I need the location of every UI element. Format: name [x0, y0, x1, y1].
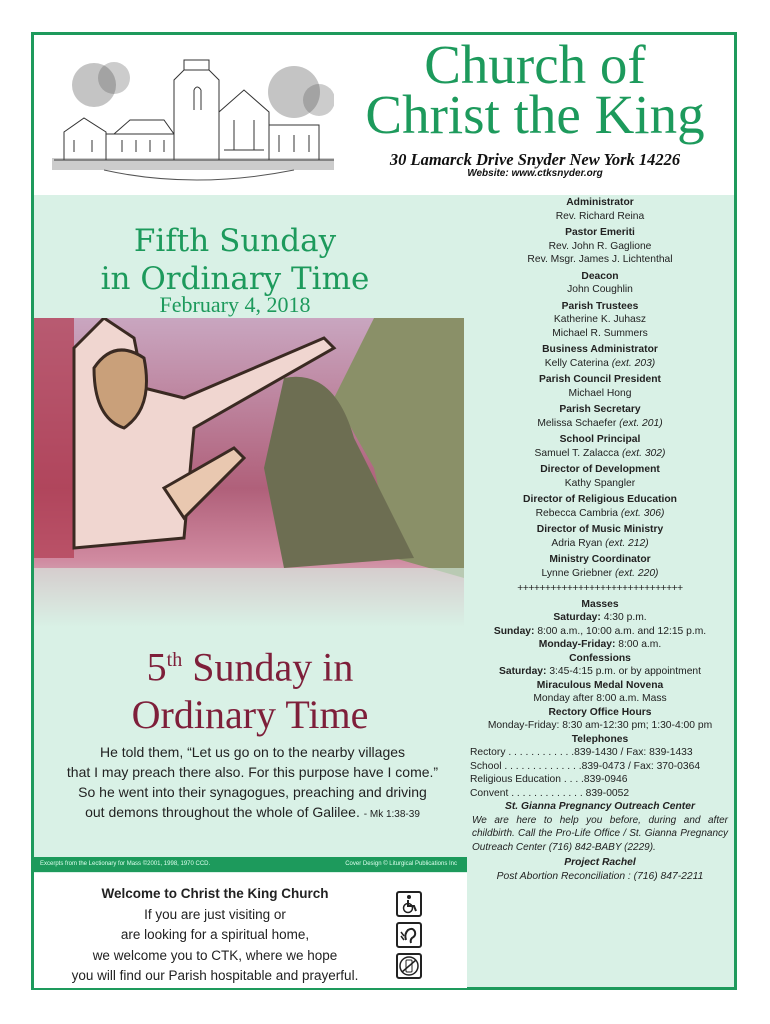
phone-rectory: Rectory . . . . . . . . . . . .839-1430 / Fax: 839-1433: [470, 747, 693, 758]
staff-name: Kelly Caterina (ext. 203): [544, 357, 656, 369]
staff-entry: [468, 300, 732, 341]
jesus-preaching-illustration: [34, 318, 464, 628]
staff-name: Michael Hong: [568, 387, 632, 399]
parish-directory: [468, 196, 732, 883]
staff-role: Administrator: [566, 197, 634, 208]
phone-convent: Convent . . . . . . . . . . . . . 839-0052: [470, 787, 630, 799]
section-separator: ++++++++++++++++++++++++++++++: [517, 583, 683, 594]
staff-name: John Coughlin: [567, 284, 633, 295]
staff-extension: (ext. 220): [614, 567, 659, 579]
staff-entry: [468, 373, 732, 400]
staff-entry: [468, 463, 732, 490]
sunday-title: 5th Sunday in Ordinary Time: [131, 644, 369, 738]
no-cellphone-icon: [396, 953, 422, 979]
staff-name: Adria Ryan (ext. 212): [551, 537, 649, 549]
staff-role: Parish Council President: [539, 374, 661, 385]
novena-heading: Miraculous Medal Novena: [536, 679, 664, 691]
staff-entry: [468, 523, 732, 550]
staff-role: Director of Development: [540, 464, 660, 475]
phone-religious-education: Religious Education . . . .839-0946: [470, 774, 628, 785]
staff-name: Samuel T. Zalacca (ext. 302): [534, 447, 666, 459]
rectory-hours: Monday-Friday: 8:30 am-12:30 pm; 1:30-4:00 pm: [487, 720, 713, 731]
credits-bar: [34, 857, 467, 872]
masses-heading: Masses: [581, 598, 619, 610]
novena-time: Monday after 8:00 a.m. Mass: [533, 693, 667, 704]
staff-name: Lynne Griebner (ext. 220): [541, 567, 659, 579]
welcome-message: Welcome to Christ the King Church If you are just visiting or are looking for a spiritual home, we welcome you to CTK, where we hope you will find our Parish hospitable and prayerful.: [71, 886, 359, 983]
staff-extension: (ext. 306): [620, 507, 665, 519]
staff-extension: (ext. 201): [619, 417, 663, 429]
staff-name: Melissa Schaefer (ext. 201): [537, 417, 663, 429]
rachel-heading: Project Rachel: [564, 857, 636, 868]
design-credit: Cover Design © Liturgical Publications Inc: [345, 861, 457, 867]
telephones-heading: Telephones: [571, 733, 629, 745]
staff-entry: [468, 493, 732, 520]
masses-weekday: Monday-Friday: 8:00 a.m.: [538, 639, 662, 650]
gianna-text: We are here to help you before, during and after childbirth. Call the Pro-Life Office / St. Gianna Pregnancy Outreach Center (716) 842-BABY (2229).: [472, 814, 728, 853]
staff-role: Business Administrator: [542, 344, 658, 355]
staff-name: Rev. John R. Gaglione: [548, 240, 652, 252]
confessions-heading: Confessions: [569, 652, 631, 664]
staff-role: Director of Music Ministry: [536, 524, 664, 535]
staff-list: [468, 196, 732, 580]
staff-role: Ministry Coordinator: [549, 554, 651, 565]
staff-role: Deacon: [581, 270, 619, 282]
rectory-hours-heading: Rectory Office Hours: [548, 706, 652, 718]
staff-name: Rev. Richard Reina: [555, 210, 645, 222]
staff-entry: [468, 403, 732, 430]
wheelchair-accessible-icon: [396, 891, 422, 917]
staff-extension: (ext. 212): [605, 537, 649, 549]
church-website: Website: www.ctksnyder.org: [467, 168, 603, 179]
cover-heading: Fifth Sunday in Ordinary Time: [100, 223, 370, 297]
cover-date: February 4, 2018: [159, 292, 311, 317]
staff-role: School Principal: [559, 434, 641, 445]
staff-entry: [468, 270, 732, 297]
church-address: 30 Lamarck Drive Snyder New York 14226: [389, 150, 681, 169]
staff-entry: [468, 553, 732, 580]
hearing-assistance-icon: [396, 922, 422, 948]
staff-role: Director of Religious Education: [523, 494, 677, 505]
staff-entry: [468, 226, 732, 267]
lectionary-credit: Excerpts from the Lectionary for Mass ©2001, 1998, 1970 CCD.: [40, 861, 211, 867]
staff-extension: (ext. 203): [611, 357, 656, 369]
phone-school: School . . . . . . . . . . . . . .839-0473 / Fax: 370-0364: [470, 760, 701, 772]
staff-name: Kathy Spangler: [564, 477, 636, 489]
staff-entry: [468, 433, 732, 460]
church-name: Church of Christ the King: [365, 34, 705, 145]
rachel-text: Post Abortion Reconciliation : (716) 847-2211: [496, 870, 704, 882]
staff-entry: [468, 343, 732, 370]
staff-role: Parish Trustees: [561, 300, 639, 312]
staff-name: Katherine K. Juhasz: [553, 314, 647, 325]
confessions-time: Saturday: 3:45-4:15 p.m. or by appointment: [498, 666, 702, 677]
staff-role: Parish Secretary: [559, 404, 641, 415]
masses-saturday: Saturday: 4:30 p.m.: [553, 612, 647, 623]
gospel-quote: He told them, “Let us go on to the nearby villages that I may preach there also. For this purpose have I come.” So he went into their synagogues, preaching and driving out demons throughout the whole of Galilee. - Mk 1:38-39: [66, 744, 439, 820]
gospel-citation: - Mk 1:38-39: [363, 809, 420, 820]
staff-role: Pastor Emeriti: [565, 227, 635, 238]
staff-entry: [468, 196, 732, 223]
staff-name: Rev. Msgr. James J. Lichtenthal: [527, 254, 673, 265]
gianna-heading: St. Gianna Pregnancy Outreach Center: [505, 801, 695, 812]
church-building-illustration: [44, 40, 334, 188]
staff-name: Michael R. Summers: [552, 327, 648, 339]
staff-extension: (ext. 302): [621, 447, 666, 459]
staff-name: Rebecca Cambria (ext. 306): [535, 507, 665, 519]
masses-sunday: Sunday: 8:00 a.m., 10:00 a.m. and 12:15 p.m.: [493, 625, 707, 637]
